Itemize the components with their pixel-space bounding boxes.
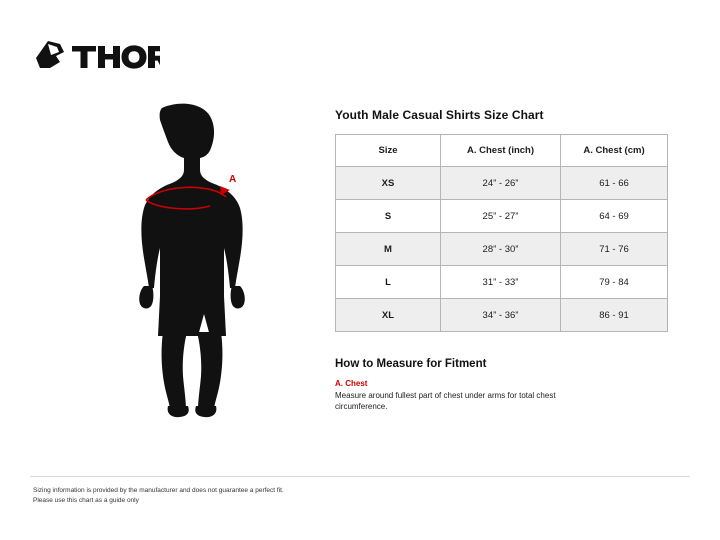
footer-line-1: Sizing information is provided by the manufacturer and does not guarantee a perfect fit.: [33, 487, 284, 494]
thor-logo: [30, 38, 160, 72]
cell-chest-cm: 79 - 84: [561, 266, 668, 299]
measure-item-description: Measure around fullest part of chest under arms for total chest circumference.: [335, 391, 556, 411]
cell-size: XS: [336, 167, 441, 200]
table-row: [336, 167, 668, 200]
how-to-measure-section: [335, 358, 668, 413]
table-row: [336, 299, 668, 332]
footer-divider: [30, 476, 690, 477]
table-row: [336, 266, 668, 299]
size-chart-table: [335, 134, 668, 332]
table-header-row: [336, 135, 668, 167]
cell-chest-cm: 86 - 91: [561, 299, 668, 332]
cell-chest-inch: 24” - 26”: [441, 167, 561, 200]
cell-size: XL: [336, 299, 441, 332]
column-header-chest-inch: A. Chest (inch): [441, 135, 561, 167]
cell-chest-inch: 34” - 36”: [441, 299, 561, 332]
cell-chest-inch: 31” - 33”: [441, 266, 561, 299]
table-row: [336, 200, 668, 233]
column-header-size: Size: [336, 135, 441, 167]
measure-item-label: A. Chest: [335, 379, 368, 388]
column-header-chest-cm: A. Chest (cm): [561, 135, 668, 167]
thor-helmet-icon: [30, 38, 160, 72]
footer-line-2: Please use this chart as a guide only: [33, 496, 139, 504]
cell-chest-cm: 64 - 69: [561, 200, 668, 233]
cell-size: M: [336, 233, 441, 266]
page-title: Youth Male Casual Shirts Size Chart: [335, 108, 544, 122]
cell-size: L: [336, 266, 441, 299]
footer-disclaimer: [33, 486, 453, 506]
body-silhouette-figure: [108, 100, 298, 420]
cell-chest-cm: 71 - 76: [561, 233, 668, 266]
cell-chest-inch: 28” - 30”: [441, 233, 561, 266]
how-to-measure-title: How to Measure for Fitment: [335, 358, 487, 370]
cell-size: S: [336, 200, 441, 233]
cell-chest-inch: 25” - 27”: [441, 200, 561, 233]
table-row: [336, 233, 668, 266]
chest-callout-label: A: [229, 174, 237, 185]
chart-column: [335, 108, 668, 413]
cell-chest-cm: 61 - 66: [561, 167, 668, 200]
